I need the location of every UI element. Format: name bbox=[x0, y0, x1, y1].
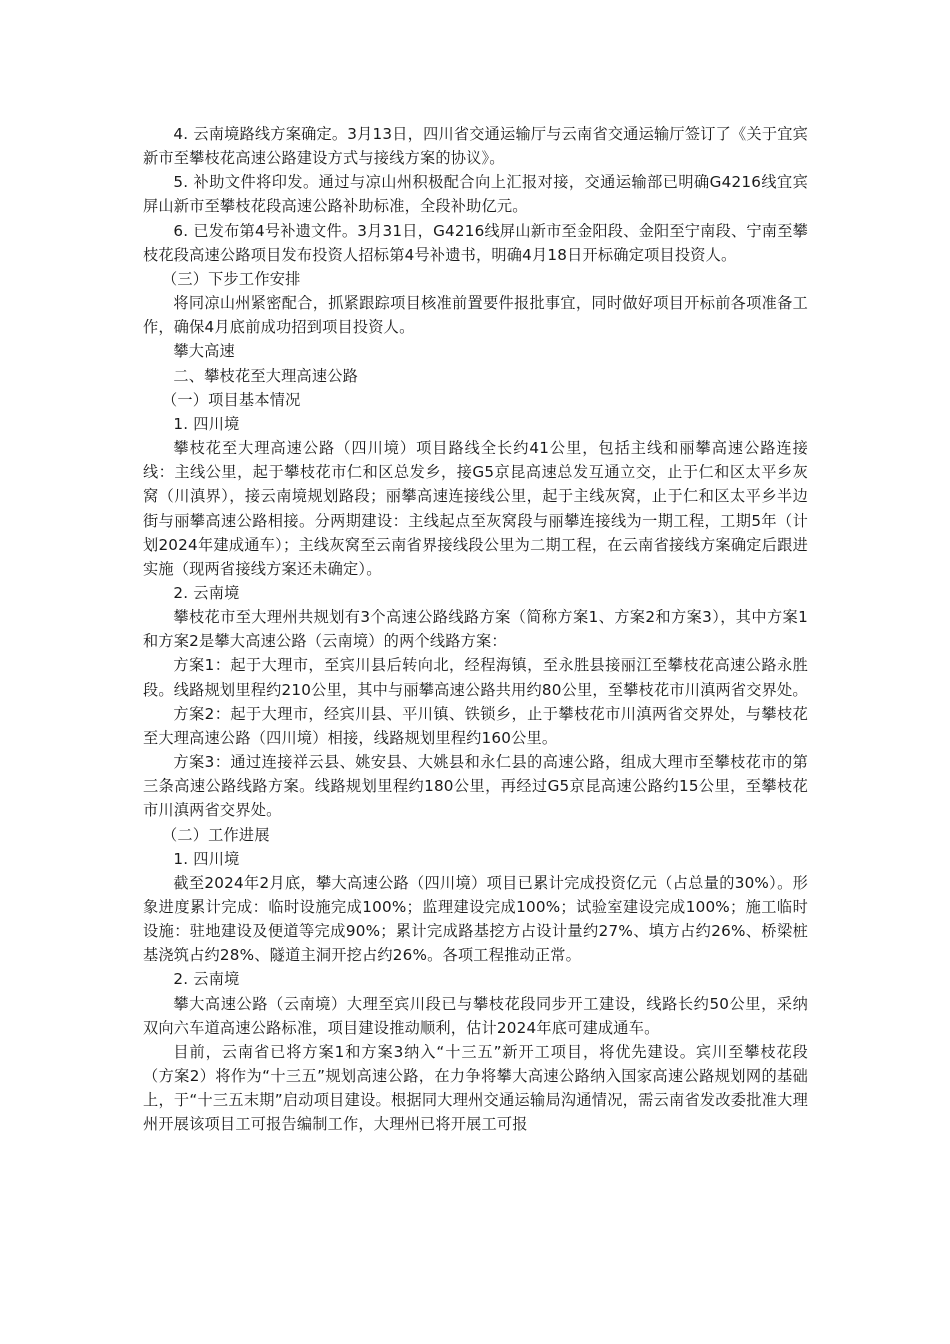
paragraph-subsidy-document: 5. 补助文件将印发。通过与凉山州积极配合向上汇报对接，交通运输部已明确G4216线宜宾屏山新市至攀枝花段高速公路补助标准，全段补助亿元。 bbox=[143, 173, 808, 216]
document-body bbox=[143, 122, 808, 1137]
paragraph-plan-2: 方案2：起于大理市，经宾川县、平川镇、铁锁乡，止于攀枝花市川滇两省交界处，与攀枝花至大理高速公路（四川境）相接，线路规划里程约160公里。 bbox=[143, 704, 808, 747]
paragraph-sichuan-route: 攀枝花至大理高速公路（四川境）项目路线全长约41公里，包括主线和丽攀高速公路连接线：主线公里，起于攀枝花市仁和区总发乡，接G5京昆高速总发互通立交，止于仁和区太平乡灰窝（川滇界），接云南境规划路段；丽攀高速连接线公里，起于主线灰窝，止于仁和区太平乡半边街与丽攀高速公路相接。分两期建设：主线起点至灰窝段与丽攀连接线为一期工程，工期5年（计划2024年建成通车）；主线灰窝至云南省界接线段公里为二期工程，在云南省接线方案确定后跟进实施（现两省接线方案还未确定）。 bbox=[143, 439, 808, 578]
heading-section-two: 二、攀枝花至大理高速公路 bbox=[173, 366, 359, 385]
heading-sichuan-2: 1. 四川境 bbox=[173, 849, 240, 868]
heading-yunnan-2: 2. 云南境 bbox=[173, 970, 240, 989]
paragraph-yunnan-route-plan: 4. 云南境路线方案确定。3月13日，四川省交通运输厅与云南省交通运输厅签订了《关于宜宾新市至攀枝花高速公路建设方式与接线方案的协议》。 bbox=[143, 125, 808, 168]
heading-panda-expressway: 攀大高速 bbox=[173, 342, 235, 361]
heading-yunnan-1: 2. 云南境 bbox=[173, 583, 240, 602]
paragraph-route-plans: 攀枝花市至大理州共规划有3个高速公路线路方案（简称方案1、方案2和方案3），其中方案1和方案2是攀大高速公路（云南境）的两个线路方案： bbox=[143, 608, 808, 651]
heading-next-steps: （三）下步工作安排 bbox=[162, 269, 301, 288]
heading-sichuan-1: 1. 四川境 bbox=[173, 414, 240, 433]
paragraph-sichuan-progress: 截至2024年2月底，攀大高速公路（四川境）项目已累计完成投资亿元（占总量的30%）。形象进度累计完成：临时设施完成100%；监理建设完成100%；试验室建设完成100%；施工临时设施：驻地建设及便道等完成90%；累计完成路基挖方占设计量约27%、填方占约26%、桥梁桩基浇筑占约28%、隧道主洞开挖占约26%。各项工程推动正常。 bbox=[143, 873, 808, 965]
heading-project-basics: （一）项目基本情况 bbox=[162, 390, 301, 409]
paragraph-plan-1: 方案1：起于大理市，至宾川县后转向北，经程海镇，至永胜县接丽江至攀枝花高速公路永胜段。线路规划里程约210公里，其中与丽攀高速公路共用约80公里，至攀枝花市川滇两省交界处。 bbox=[143, 656, 808, 699]
paragraph-plan-3: 方案3：通过连接祥云县、姚安县、大姚县和永仁县的高速公路，组成大理市至攀枝花市的第三条高速公路线路方案。线路规划里程约180公里，再经过G5京昆高速公路约15公里，至攀枝花市川滇两省交界处。 bbox=[143, 753, 808, 820]
paragraph-yunnan-progress: 攀大高速公路（云南境）大理至宾川段已与攀枝花段同步开工建设，线路长约50公里，采纳双向六车道高速公路标准，项目建设推动顺利，估计2024年底可建成通车。 bbox=[143, 994, 808, 1037]
heading-work-progress: （二）工作进展 bbox=[162, 825, 270, 844]
paragraph-current-status: 目前，云南省已将方案1和方案3纳入“十三五”新开工项目，将优先建设。宾川至攀枝花段（方案2）将作为“十三五”规划高速公路，在力争将攀大高速公路纳入国家高速公路规划网的基础上，于“十三五末期”启动项目建设。根据同大理州交通运输局沟通情况，需云南省发改委批准大理州开展该项目工可报告编制工作，大理州已将开展工可报 bbox=[143, 1042, 808, 1134]
paragraph-next-steps: 将同凉山州紧密配合，抓紧跟踪项目核准前置要件报批事宜，同时做好项目开标前各项准备工作，确保4月底前成功招到项目投资人。 bbox=[143, 294, 808, 337]
paragraph-addendum-4: 6. 已发布第4号补遗文件。3月31日，G4216线屏山新市至金阳段、金阳至宁南段、宁南至攀枝花段高速公路项目发布投资人招标第4号补遗书，明确4月18日开标确定项目投资人。 bbox=[143, 221, 808, 264]
